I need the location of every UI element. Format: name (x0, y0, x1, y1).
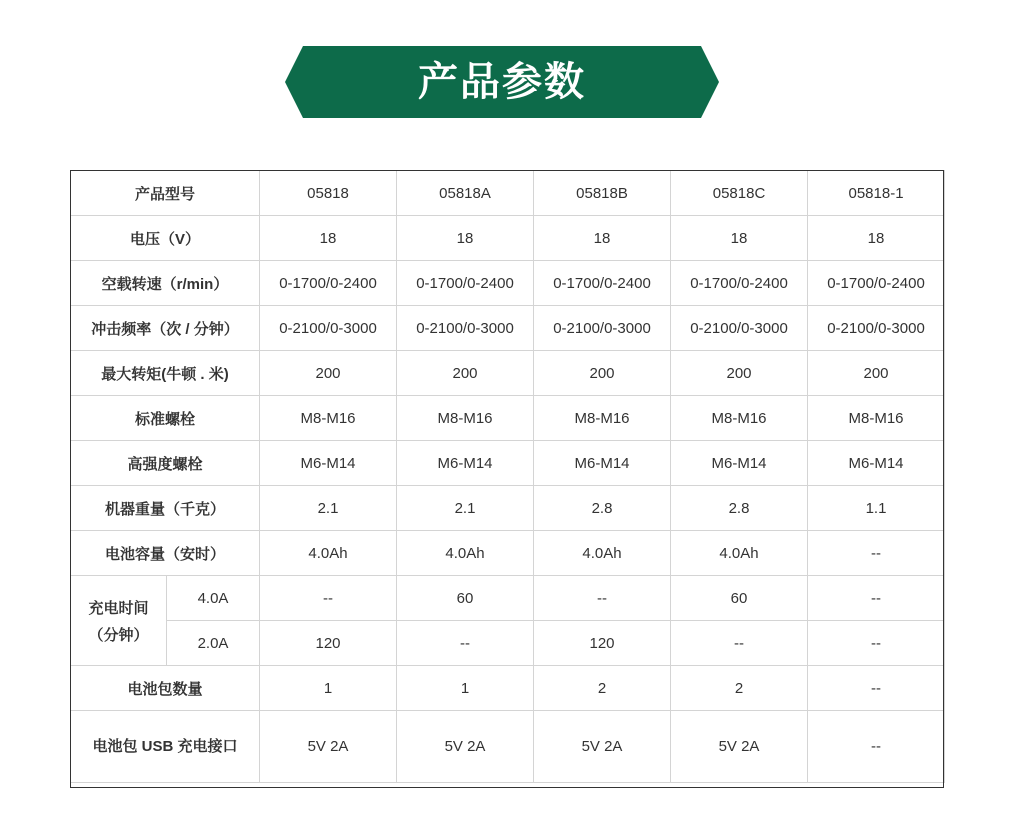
value-cell: 60 (397, 576, 534, 621)
table-row-charge-time (71, 576, 945, 621)
table-row (71, 216, 945, 261)
value-cell: -- (534, 576, 671, 621)
model-cell: 05818 (260, 171, 397, 216)
value-cell: 120 (534, 621, 671, 666)
value-cell: 18 (808, 216, 945, 261)
value-cell: 18 (534, 216, 671, 261)
value-cell: -- (671, 621, 808, 666)
table-row-battery-count (71, 666, 945, 711)
table-row (71, 396, 945, 441)
model-cell: 05818A (397, 171, 534, 216)
model-cell: 05818C (671, 171, 808, 216)
value-cell: 200 (808, 351, 945, 396)
value-cell: 0-1700/0-2400 (260, 261, 397, 306)
value-cell: 5V 2A (397, 711, 534, 783)
table-row (71, 261, 945, 306)
row-label: 标准螺栓 (71, 396, 260, 441)
value-cell: M8-M16 (671, 396, 808, 441)
value-cell: 1 (397, 666, 534, 711)
value-cell: 5V 2A (671, 711, 808, 783)
spec-table (70, 170, 945, 783)
row-label: 机器重量（千克） (71, 486, 260, 531)
value-cell: 200 (260, 351, 397, 396)
value-cell: 2.8 (534, 486, 671, 531)
table-row-charge-time (71, 621, 945, 666)
value-cell: -- (808, 711, 945, 783)
value-cell: 0-1700/0-2400 (534, 261, 671, 306)
charge-time-label-line1: 充电时间 (88, 599, 149, 617)
value-cell: M8-M16 (534, 396, 671, 441)
value-cell: -- (808, 666, 945, 711)
value-cell: M6-M14 (808, 441, 945, 486)
charge-current-label: 2.0A (167, 621, 260, 666)
value-cell: 0-2100/0-3000 (397, 306, 534, 351)
table-row (71, 441, 945, 486)
value-cell: 0-2100/0-3000 (808, 306, 945, 351)
value-cell: -- (808, 621, 945, 666)
table-row (71, 351, 945, 396)
value-cell: -- (808, 531, 945, 576)
model-cell: 05818B (534, 171, 671, 216)
value-cell: 2 (671, 666, 808, 711)
value-cell: M8-M16 (397, 396, 534, 441)
value-cell: 0-1700/0-2400 (397, 261, 534, 306)
value-cell: M6-M14 (397, 441, 534, 486)
value-cell: 4.0Ah (534, 531, 671, 576)
value-cell: M6-M14 (671, 441, 808, 486)
row-label: 产品型号 (71, 171, 260, 216)
value-cell: 60 (671, 576, 808, 621)
value-cell: 2.1 (397, 486, 534, 531)
value-cell: 0-2100/0-3000 (534, 306, 671, 351)
value-cell: 18 (260, 216, 397, 261)
table-row-model (71, 171, 945, 216)
charge-time-label (71, 576, 167, 666)
row-label: 电池包数量 (71, 666, 260, 711)
row-label: 空载转速（r/min） (71, 261, 260, 306)
value-cell: 0-1700/0-2400 (671, 261, 808, 306)
table-row-usb (71, 711, 945, 783)
value-cell: 0-2100/0-3000 (260, 306, 397, 351)
row-label: 电池容量（安时） (71, 531, 260, 576)
row-label: 高强度螺栓 (71, 441, 260, 486)
value-cell: 5V 2A (260, 711, 397, 783)
value-cell: 120 (260, 621, 397, 666)
value-cell: 0-1700/0-2400 (808, 261, 945, 306)
row-label: 电池包 USB 充电接口 (71, 711, 260, 783)
value-cell: 200 (534, 351, 671, 396)
value-cell: M8-M16 (260, 396, 397, 441)
value-cell: 2 (534, 666, 671, 711)
value-cell: M6-M14 (534, 441, 671, 486)
value-cell: 5V 2A (534, 711, 671, 783)
value-cell: 1 (260, 666, 397, 711)
value-cell: 200 (671, 351, 808, 396)
value-cell: 4.0Ah (397, 531, 534, 576)
value-cell: -- (397, 621, 534, 666)
value-cell: 200 (397, 351, 534, 396)
value-cell: -- (260, 576, 397, 621)
row-label: 电压（V） (71, 216, 260, 261)
value-cell: -- (808, 576, 945, 621)
page-title: 产品参数 (418, 59, 586, 105)
value-cell: 1.1 (808, 486, 945, 531)
value-cell: M8-M16 (808, 396, 945, 441)
table-row (71, 531, 945, 576)
value-cell: 4.0Ah (671, 531, 808, 576)
value-cell: M6-M14 (260, 441, 397, 486)
value-cell: 4.0Ah (260, 531, 397, 576)
model-cell: 05818-1 (808, 171, 945, 216)
table-row (71, 486, 945, 531)
row-label: 最大转矩(牛顿 . 米) (71, 351, 260, 396)
row-label: 冲击频率（次 / 分钟） (71, 306, 260, 351)
value-cell: 2.1 (260, 486, 397, 531)
value-cell: 0-2100/0-3000 (671, 306, 808, 351)
title-banner (285, 46, 719, 118)
value-cell: 18 (671, 216, 808, 261)
charge-time-label-line2: （分钟） (88, 626, 149, 644)
charge-current-label: 4.0A (167, 576, 260, 621)
value-cell: 2.8 (671, 486, 808, 531)
value-cell: 18 (397, 216, 534, 261)
table-row (71, 306, 945, 351)
